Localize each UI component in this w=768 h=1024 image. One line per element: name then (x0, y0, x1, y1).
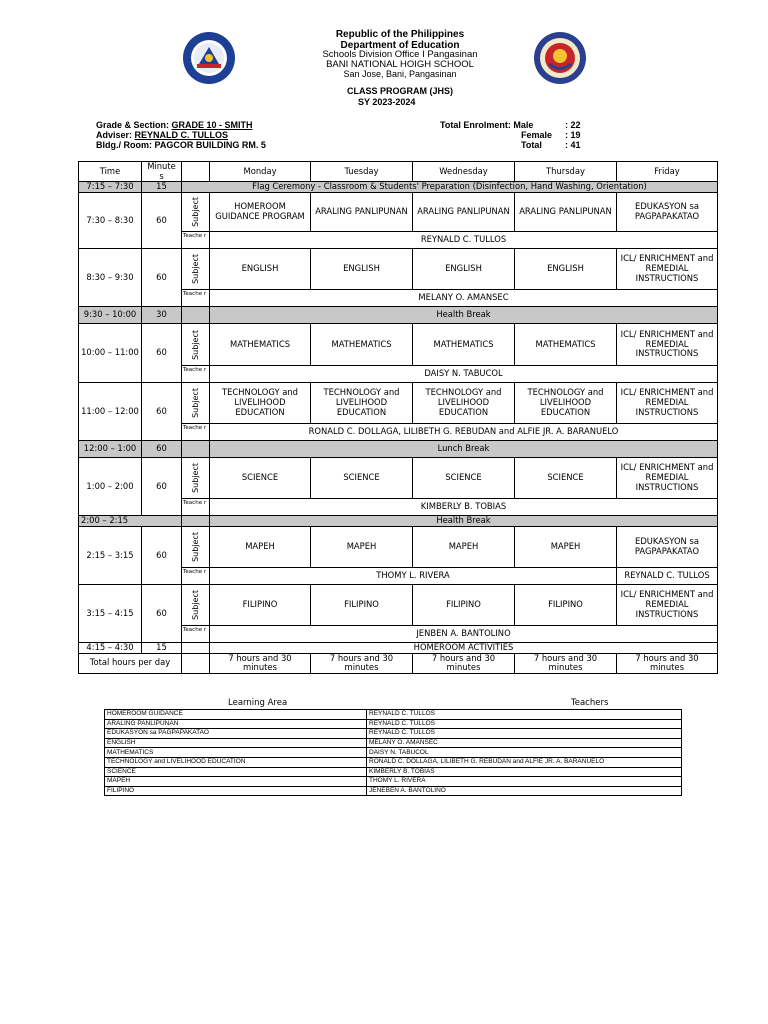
p2-mon: ENGLISH (210, 248, 311, 289)
total-fri: 7 hours and 30 minutes (617, 653, 718, 673)
la-row (105, 777, 682, 787)
p7-time: 3:15 – 4:15 (79, 584, 142, 642)
p1-thu: ARALING PANLIPUNAN (515, 192, 617, 231)
p2-thu: ENGLISH (515, 248, 617, 289)
subject-label: Subject (182, 457, 210, 498)
b1-time: 9:30 – 10:00 (79, 306, 142, 323)
p5-wed: SCIENCE (413, 457, 515, 498)
p7-min: 60 (142, 584, 182, 642)
la-row (105, 748, 682, 758)
la-row (105, 757, 682, 767)
teacher-label: Teache r (182, 498, 210, 515)
enrolment-female-label: Female (521, 130, 553, 140)
p6-teacher: THOMY L. RIVERA (210, 567, 617, 584)
teacher-label: Teache r (182, 365, 210, 382)
p3-time: 10:00 – 11:00 (79, 323, 142, 382)
learning-area-table (104, 709, 682, 796)
b1-text: Health Break (210, 306, 718, 323)
total-label: Total hours per day (79, 653, 182, 673)
p5-tue: SCIENCE (311, 457, 413, 498)
la-teacher: MELANY O. AMANSEC (367, 738, 682, 748)
la-area: ENGLISH (105, 738, 367, 748)
teachers-header: Teachers (571, 698, 609, 708)
enrolment-male-value: : 22 (565, 120, 581, 130)
col-friday: Friday (617, 162, 718, 182)
b3-text: Health Break (210, 515, 718, 526)
health-break-2-row (79, 515, 718, 526)
b2-text: Lunch Break (210, 440, 718, 457)
la-teacher: KIMBERLY B. TOBIAS (367, 767, 682, 777)
total-mon: 7 hours and 30 minutes (210, 653, 311, 673)
teacher-label: Teache r (182, 289, 210, 306)
subject-label: Subject (182, 248, 210, 289)
p1-mon: HOMEROOM GUIDANCE PROGRAM (210, 192, 311, 231)
la-area: ARALING PANLIPUNAN (105, 719, 367, 729)
teacher-label: Teache r (182, 567, 210, 584)
header-row (79, 162, 718, 182)
enrolment-total-value: : 41 (565, 140, 581, 150)
p1-tue: ARALING PANLIPUNAN (311, 192, 413, 231)
p7-thu: FILIPINO (515, 584, 617, 625)
p1-min: 60 (142, 192, 182, 248)
p3-teacher: DAISY N. TABUCOL (210, 365, 718, 382)
la-area: TECHNOLOGY and LIVELIHOOD EDUCATION (105, 757, 367, 767)
la-row (105, 738, 682, 748)
la-area: MAPEH (105, 777, 367, 787)
la-teacher: JENEBEN A. BANTOLINO (367, 786, 682, 796)
p6-time: 2:15 – 3:15 (79, 526, 142, 584)
flag-text: Flag Ceremony - Classroom & Students' Preparation (Disinfection, Hand Washing, Orientation) (182, 182, 718, 193)
la-teacher: DAISY N. TABUCOL (367, 748, 682, 758)
p4-fri: ICL/ ENRICHMENT and REMEDIAL INSTRUCTIONS (617, 382, 718, 423)
p2-time: 8:30 – 9:30 (79, 248, 142, 306)
program-title: CLASS PROGRAM (JHS) (346, 86, 453, 96)
la-teacher: REYNALD C. TULLOS (367, 710, 682, 720)
la-row (105, 719, 682, 729)
p4-teacher: RONALD C. DOLLAGA, LILIBETH G. REBUDAN and ALFIE JR. A. BARANUELO (210, 423, 718, 440)
p5-teacher: KIMBERLY B. TOBIAS (210, 498, 718, 515)
school-year: SY 2023-2024 (358, 97, 416, 107)
republic-text: Republic of the Philippines (335, 29, 465, 40)
homeroom-activities-row (79, 642, 718, 653)
col-blank (182, 162, 210, 182)
period-5-subject-row (79, 457, 718, 498)
col-thursday: Thursday (515, 162, 617, 182)
la-teacher: REYNALD C. TULLOS (367, 729, 682, 739)
enrolment-male-label: Total Enrolment: Male (440, 120, 534, 130)
period-3-subject-row (79, 323, 718, 365)
col-tuesday: Tuesday (311, 162, 413, 182)
period-1-subject-row (79, 192, 718, 231)
p6-mon: MAPEH (210, 526, 311, 567)
p4-min: 60 (142, 382, 182, 440)
period-7-subject-row (79, 584, 718, 625)
la-teacher: RONALD C. DOLLAGA, LILIBETH G. REBUDAN and ALFIE JR. A. BARANUELO (367, 757, 682, 767)
subject-label: Subject (182, 526, 210, 567)
p1-wed: ARALING PANLIPUNAN (413, 192, 515, 231)
p2-min: 60 (142, 248, 182, 306)
p6-teacher-fri: REYNALD C. TULLOS (617, 567, 718, 584)
la-teacher: THOMY L. RIVERA (367, 777, 682, 787)
p5-mon: SCIENCE (210, 457, 311, 498)
teacher-label: Teache r (182, 231, 210, 248)
class-schedule-table (78, 161, 718, 674)
la-area: MATHEMATICS (105, 748, 367, 758)
p3-mon: MATHEMATICS (210, 323, 311, 365)
la-row (105, 786, 682, 796)
flag-min: 15 (142, 182, 182, 193)
school-name: BANI NATIONAL HOIGH SCHOOL (326, 59, 474, 70)
p4-tue: TECHNOLOGY and LIVELIHOOD EDUCATION (311, 382, 413, 423)
subject-label: Subject (182, 382, 210, 423)
la-row (105, 767, 682, 777)
col-time: Time (79, 162, 142, 182)
teacher-label: Teache r (182, 423, 210, 440)
b2-min: 60 (142, 440, 182, 457)
p3-thu: MATHEMATICS (515, 323, 617, 365)
division-text: Schools Division Office I Pangasinan (322, 49, 478, 60)
p5-fri: ICL/ ENRICHMENT and REMEDIAL INSTRUCTIONS (617, 457, 718, 498)
p7-mon: FILIPINO (210, 584, 311, 625)
teacher-label: Teache r (182, 625, 210, 642)
flag-time: 7:15 – 7:30 (79, 182, 142, 193)
period-6-subject-row (79, 526, 718, 567)
enrolment-female-value: : 19 (565, 130, 581, 140)
department-text: Department of Education (340, 40, 460, 51)
p7-fri: ICL/ ENRICHMENT and REMEDIAL INSTRUCTIONS (617, 584, 718, 625)
p7-tue: FILIPINO (311, 584, 413, 625)
p1-time: 7:30 – 8:30 (79, 192, 142, 248)
p6-wed: MAPEH (413, 526, 515, 567)
la-row (105, 710, 682, 720)
total-tue: 7 hours and 30 minutes (311, 653, 413, 673)
p5-time: 1:00 – 2:00 (79, 457, 142, 515)
flag-row (79, 182, 718, 193)
subject-label: Subject (182, 584, 210, 625)
p5-thu: SCIENCE (515, 457, 617, 498)
total-thu: 7 hours and 30 minutes (515, 653, 617, 673)
subject-label: Subject (182, 192, 210, 231)
building-room: Bldg./ Room: PAGCOR BUILDING RM. 5 (96, 140, 266, 150)
adviser: Adviser: REYNALD C. TULLOS (96, 130, 229, 140)
la-area: SCIENCE (105, 767, 367, 777)
p4-time: 11:00 – 12:00 (79, 382, 142, 440)
la-row (105, 729, 682, 739)
p7-wed: FILIPINO (413, 584, 515, 625)
la-area: FILIPINO (105, 786, 367, 796)
p2-teacher: MELANY O. AMANSEC (210, 289, 718, 306)
lunch-break-row (79, 440, 718, 457)
p3-fri: ICL/ ENRICHMENT and REMEDIAL INSTRUCTIONS (617, 323, 718, 365)
la-area: HOMEROOM GUIDANCE (105, 710, 367, 720)
total-wed: 7 hours and 30 minutes (413, 653, 515, 673)
col-wednesday: Wednesday (413, 162, 515, 182)
p4-wed: TECHNOLOGY and LIVELIHOOD EDUCATION (413, 382, 515, 423)
b1-min: 30 (142, 306, 182, 323)
p4-thu: TECHNOLOGY and LIVELIHOOD EDUCATION (515, 382, 617, 423)
school-address: San Jose, Bani, Pangasinan (343, 69, 457, 79)
hr-text: HOMEROOM ACTIVITIES (210, 642, 718, 653)
la-area: EDUKASYON sa PAGPAPAKATAO (105, 729, 367, 739)
period-2-subject-row (79, 248, 718, 289)
p1-fri: EDUKASYON sa PAGPAPAKATAO (617, 192, 718, 231)
p3-tue: MATHEMATICS (311, 323, 413, 365)
p1-teacher: REYNALD C. TULLOS (210, 231, 718, 248)
subject-label: Subject (182, 323, 210, 365)
p6-min: 60 (142, 526, 182, 584)
total-hours-row (79, 653, 718, 673)
p6-thu: MAPEH (515, 526, 617, 567)
grade-section: Grade & Section: GRADE 10 - SMITH (96, 120, 253, 130)
col-monday: Monday (210, 162, 311, 182)
p6-tue: MAPEH (311, 526, 413, 567)
hr-time: 4:15 – 4:30 (79, 642, 142, 653)
b2-time: 12:00 – 1:00 (79, 440, 142, 457)
la-teacher: REYNALD C. TULLOS (367, 719, 682, 729)
p2-tue: ENGLISH (311, 248, 413, 289)
p2-fri: ICL/ ENRICHMENT and REMEDIAL INSTRUCTIONS (617, 248, 718, 289)
col-minutes: Minute s (142, 162, 182, 182)
p3-min: 60 (142, 323, 182, 382)
p5-min: 60 (142, 457, 182, 515)
p3-wed: MATHEMATICS (413, 323, 515, 365)
p2-wed: ENGLISH (413, 248, 515, 289)
b3-time: 2:00 – 2:15 (79, 515, 182, 526)
p6-fri: EDUKASYON sa PAGPAPAKATAO (617, 526, 718, 567)
health-break-row (79, 306, 718, 323)
learning-area-header: Learning Area (228, 698, 288, 708)
hr-min: 15 (142, 642, 182, 653)
enrolment-total-label: Total (521, 140, 542, 150)
period-4-subject-row (79, 382, 718, 423)
p7-teacher: JENBEN A. BANTOLINO (210, 625, 718, 642)
p4-mon: TECHNOLOGY and LIVELIHOOD EDUCATION (210, 382, 311, 423)
